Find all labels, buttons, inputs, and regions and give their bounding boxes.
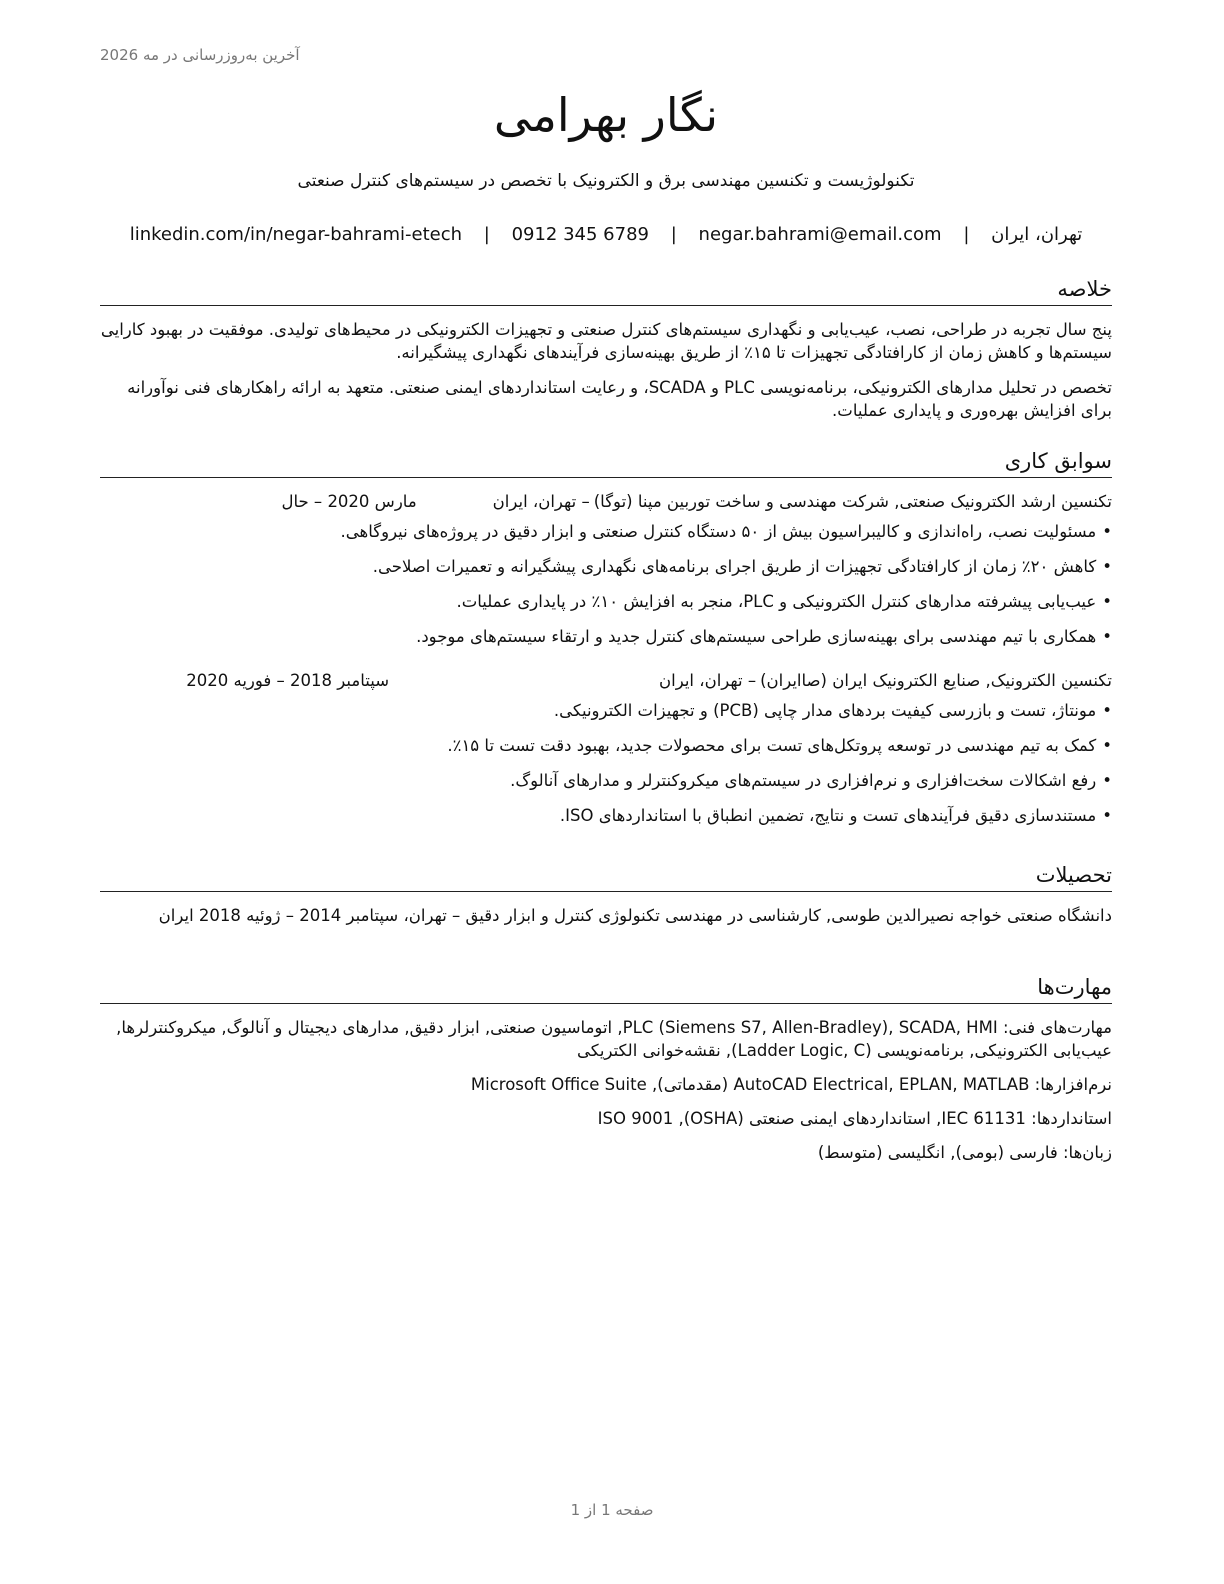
contact-line [100, 224, 1112, 245]
job-bullet: • کمک به تیم مهندسی در توسعه پروتکل‌های تست برای محصولات جدید، بهبود دقت تست تا ۱۵٪. [100, 734, 1112, 758]
job-bullet: • رفع اشکالات سخت‌افزاری و نرم‌افزاری در سیستم‌های میکروکنترلر و مدارهای آنالوگ. [100, 769, 1112, 793]
candidate-name: نگار بهرامی [493, 88, 719, 142]
resume-page [100, 0, 1112, 1584]
job-entry [100, 490, 1112, 649]
job-header [100, 669, 1112, 693]
contact-email[interactable]: negar.bahrami@email.com [698, 224, 942, 245]
contact-phone[interactable]: 0912 345 6789 [511, 224, 649, 245]
job-title: تکنسین الکترونیک, صنایع الکترونیک ایران (صاایران) [760, 671, 1112, 690]
contact-separator: | [483, 224, 490, 245]
job-location: – تهران، ایران [492, 492, 590, 511]
education-heading: تحصیلات [100, 861, 1112, 892]
job-location: – تهران، ایران [659, 671, 757, 690]
contact-linkedin[interactable]: linkedin.com/in/negar-bahrami-etech [129, 224, 463, 245]
job-title: تکنسین ارشد الکترونیک صنعتی, شرکت مهندسی و ساخت توربین مپنا (توگا) [593, 492, 1112, 511]
skills-section [100, 973, 1112, 1175]
contact-separator: | [963, 224, 970, 245]
job-bullet: • مونتاژ، تست و بازرسی کیفیت بردهای مدار چاپی (PCB) و تجهیزات الکترونیکی. [100, 699, 1112, 723]
education-section [100, 861, 1112, 928]
skills-technical: مهارت‌های فنی: PLC (Siemens S7, Allen-Bradley), SCADA, HMI, اتوماسیون صنعتی, ابزار دقیق, مدارهای دیجیتال و آنالوگ, میکروکنترلرها, عیب‌یابی الکترونیکی, برنامه‌نویسی (Ladder Logic, C), نقشه‌خوانی الکتریکی [116, 1018, 1112, 1060]
summary-paragraph: پنج سال تجربه در طراحی، نصب، عیب‌یابی و نگهداری سیستم‌های کنترل صنعتی و تجهیزات الکترونیکی در محیط‌های تولیدی. موفقیت در بهبود کارایی سیستم‌ها و کاهش زمان از کارافتادگی تجهیزات تا ۱۵٪ از طریق بهینه‌سازی فرآیندهای نگهداری پیشگیرانه. [100, 320, 1112, 362]
job-entry [100, 669, 1112, 828]
education-entry: دانشگاه صنعتی خواجه نصیرالدین طوسی, کارشناسی در مهندسی تکنولوژی کنترل و ابزار دقیق – تهران، سپتامبر 2014 – ژوئیه 2018 ایران [158, 906, 1112, 925]
contact-location: تهران، ایران [991, 224, 1083, 245]
summary-heading: خلاصه [100, 275, 1112, 306]
job-dates: مارس 2020 – حال [281, 492, 417, 511]
job-bullet: • مستندسازی دقیق فرآیندهای تست و نتایج، تضمین انطباق با استانداردهای ISO. [100, 804, 1112, 828]
experience-heading: سوابق کاری [100, 447, 1112, 478]
job-bullet: • کاهش ۲۰٪ زمان از کارافتادگی تجهیزات از طریق اجرای برنامه‌های نگهداری پیشگیرانه و تعمیرات اصلاحی. [100, 555, 1112, 579]
skills-software: نرم‌افزارها: AutoCAD Electrical, EPLAN, MATLAB (مقدماتی), Microsoft Office Suite [470, 1075, 1112, 1094]
summary-section [100, 275, 1112, 434]
skills-languages: زبان‌ها: فارسی (بومی), انگلیسی (متوسط) [817, 1143, 1112, 1162]
candidate-subtitle: تکنولوژیست و تکنسین مهندسی برق و الکترونیک با تخصص در سیستم‌های کنترل صنعتی [297, 171, 915, 191]
skills-standards: استانداردها: IEC 61131, استانداردهای ایمنی صنعتی (OSHA), ISO 9001 [597, 1109, 1112, 1128]
page-number: صفحه 1 از 1 [570, 1501, 654, 1519]
job-bullet: • مسئولیت نصب، راه‌اندازی و کالیبراسیون بیش از ۵۰ دستگاه کنترل صنعتی و ابزار دقیق در پروژه‌های نیروگاهی. [100, 520, 1112, 544]
contact-separator: | [670, 224, 677, 245]
summary-paragraph: تخصص در تحلیل مدارهای الکترونیکی، برنامه‌نویسی PLC و SCADA، و رعایت استانداردهای ایمنی صنعتی. متعهد به ارائه راهکارهای فنی نوآورانه برای افزایش بهره‌وری و پایداری عملیات. [127, 378, 1112, 420]
experience-section [100, 447, 1112, 839]
job-bullet: • عیب‌یابی پیشرفته مدارهای کنترل الکترونیکی و PLC، منجر به افزایش ۱۰٪ در پایداری عملیات. [100, 590, 1112, 614]
last-updated: آخرین به‌روزرسانی در مه 2026 [100, 46, 300, 64]
job-bullets [100, 699, 1112, 828]
skills-heading: مهارت‌ها [100, 973, 1112, 1004]
job-header [100, 490, 1112, 514]
job-bullet: • همکاری با تیم مهندسی برای بهینه‌سازی طراحی سیستم‌های کنترل جدید و ارتقاء سیستم‌های موجود. [100, 625, 1112, 649]
job-dates: سپتامبر 2018 – فوریه 2020 [186, 671, 390, 690]
job-bullets [100, 520, 1112, 649]
